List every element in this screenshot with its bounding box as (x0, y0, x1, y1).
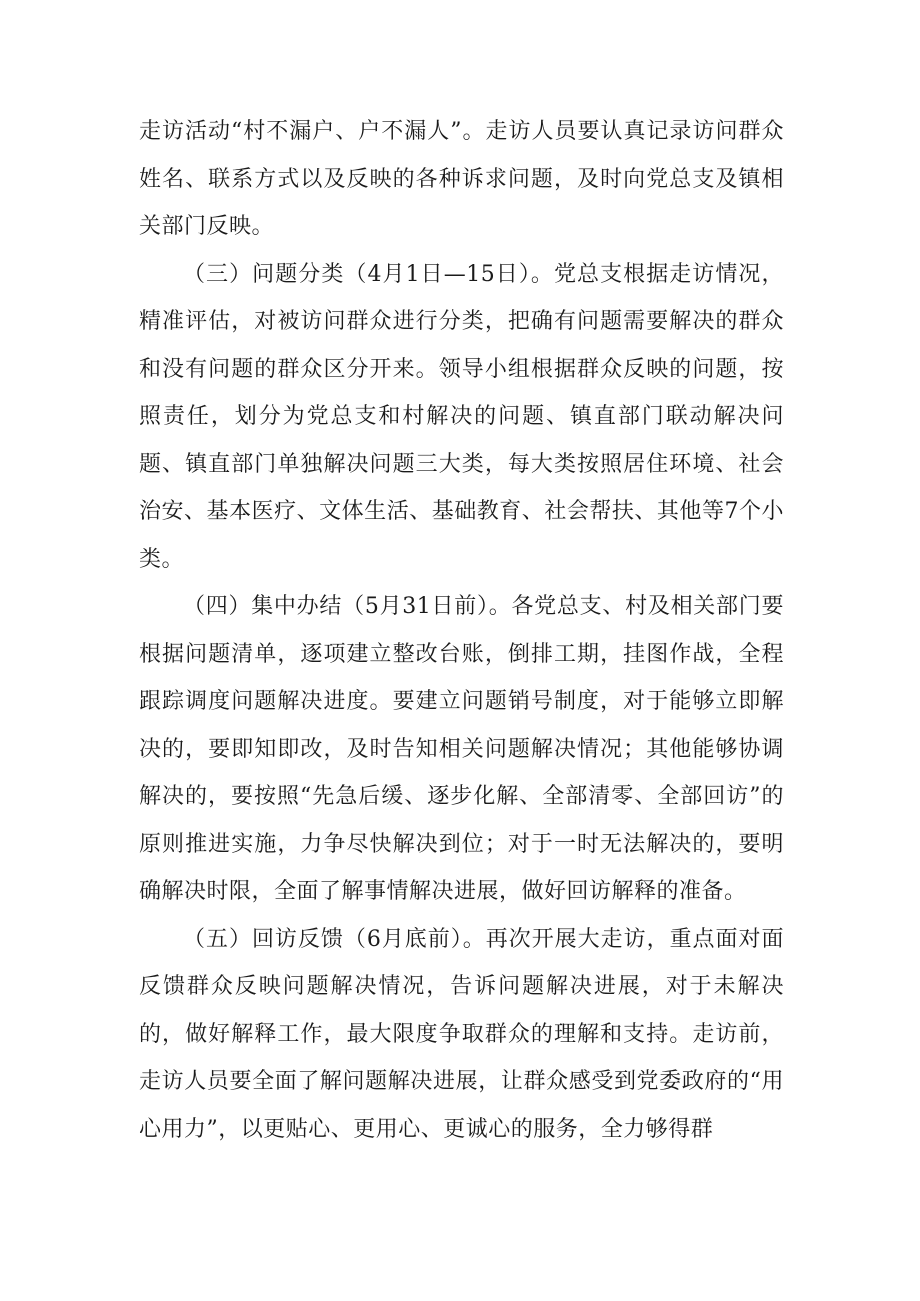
paragraph-centralized-resolution: （四）集中办结（5月31日前）。各党总支、村及相关部门要根据问题清单，逐项建立整改台账，倒排工期，挂图作战，全程跟踪调度问题解决进度。要建立问题销号制度，对于能够立即解决的，要即知即改，及时告知相关问题解决情况；其他能够协调解决的，要按照“先急后缓、逐步化解、全部清零、全部回访”的原则推进实施，力争尽快解决到位；对于一时无法解决的，要明确解决时限，全面了解事情解决进展，做好回访解释的准备。 (139, 594, 784, 904)
document-body (139, 108, 784, 1153)
paragraph-problem-classification: （三）问题分类（4月1日—15日）。党总支根据走访情况，精准评估，对被访问群众进行分类，把确有问题需要解决的群众和没有问题的群众区分开来。领导小组根据群众反映的问题，按照责任，划分为党总支和村解决的问题、镇直部门联动解决问题、镇直部门单独解决问题三大类，每大类按照居住环境、社会治安、基本医疗、文体生活、基础教育、社会帮扶、其他等7个小类。 (139, 261, 784, 572)
paragraph-continuation: 走访活动“村不漏户、户不漏人”。走访人员要认真记录访问群众姓名、联系方式以及反映的各种诉求问题，及时向党总支及镇相关部门反映。 (139, 119, 784, 239)
paragraph-return-visit-feedback: （五）回访反馈（6月底前）。再次开展大走访，重点面对面反馈群众反映问题解决情况，告诉问题解决进展，对于未解决的，做好解释工作，最大限度争取群众的理解和支持。走访前，走访人员要全面了解问题解决进展，让群众感受到党委政府的“用心用力”，以更贴心、更用心、更诚心的服务，全力够得群 (139, 926, 784, 1142)
